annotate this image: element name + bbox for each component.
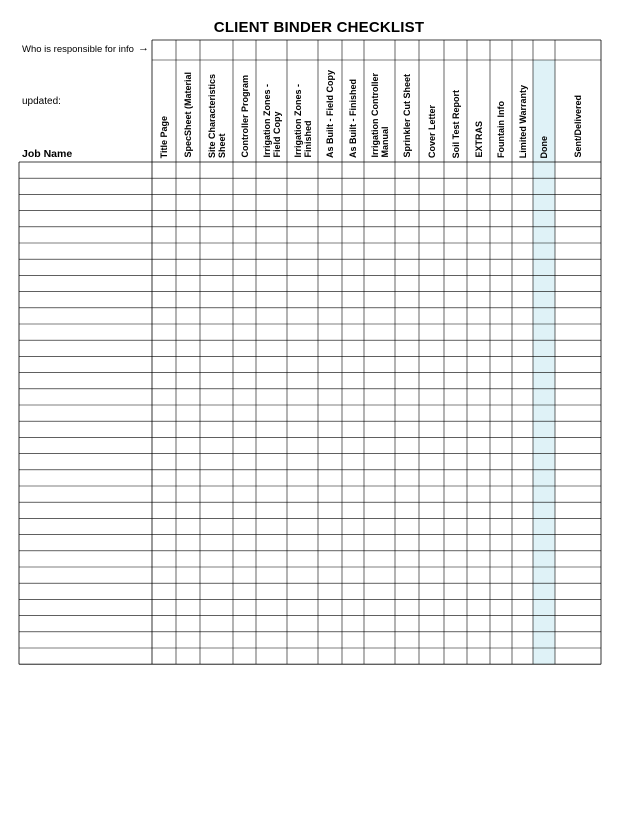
column-header: Soil Test Report [450,89,461,158]
page-title: CLIENT BINDER CHECKLIST [213,19,425,36]
column-header: Irrigation Zones - Finished [292,84,313,158]
column-header: Done [539,135,549,158]
arrow-right-icon: → [138,42,149,54]
column-header: Limited Warranty [517,84,528,158]
column-header: Sent/Delivered [573,95,583,158]
updated-label: updated: [22,96,61,107]
column-header: Cover Letter [426,104,437,158]
column-header: Title Page [159,115,169,158]
column-header: SpecSheet (Material [183,72,193,158]
column-header: As Built - Finished [348,78,358,158]
column-header: Fountain Info [496,101,506,158]
column-header: As Built - Field Copy [325,69,335,158]
column-header: Controller Program [239,75,250,158]
column-header: EXTRAS [473,121,484,158]
column-header: Sprinkler Cut Sheet [402,74,412,158]
responsible-label: Who is responsible for info [22,44,134,55]
job-name-header: Job Name [22,148,73,160]
column-header: Irrigation Zones - Field Copy [261,84,282,158]
column-header: Irrigation Controller Manual [369,73,390,158]
column-header: Site Characteristics Sheet [206,73,227,158]
